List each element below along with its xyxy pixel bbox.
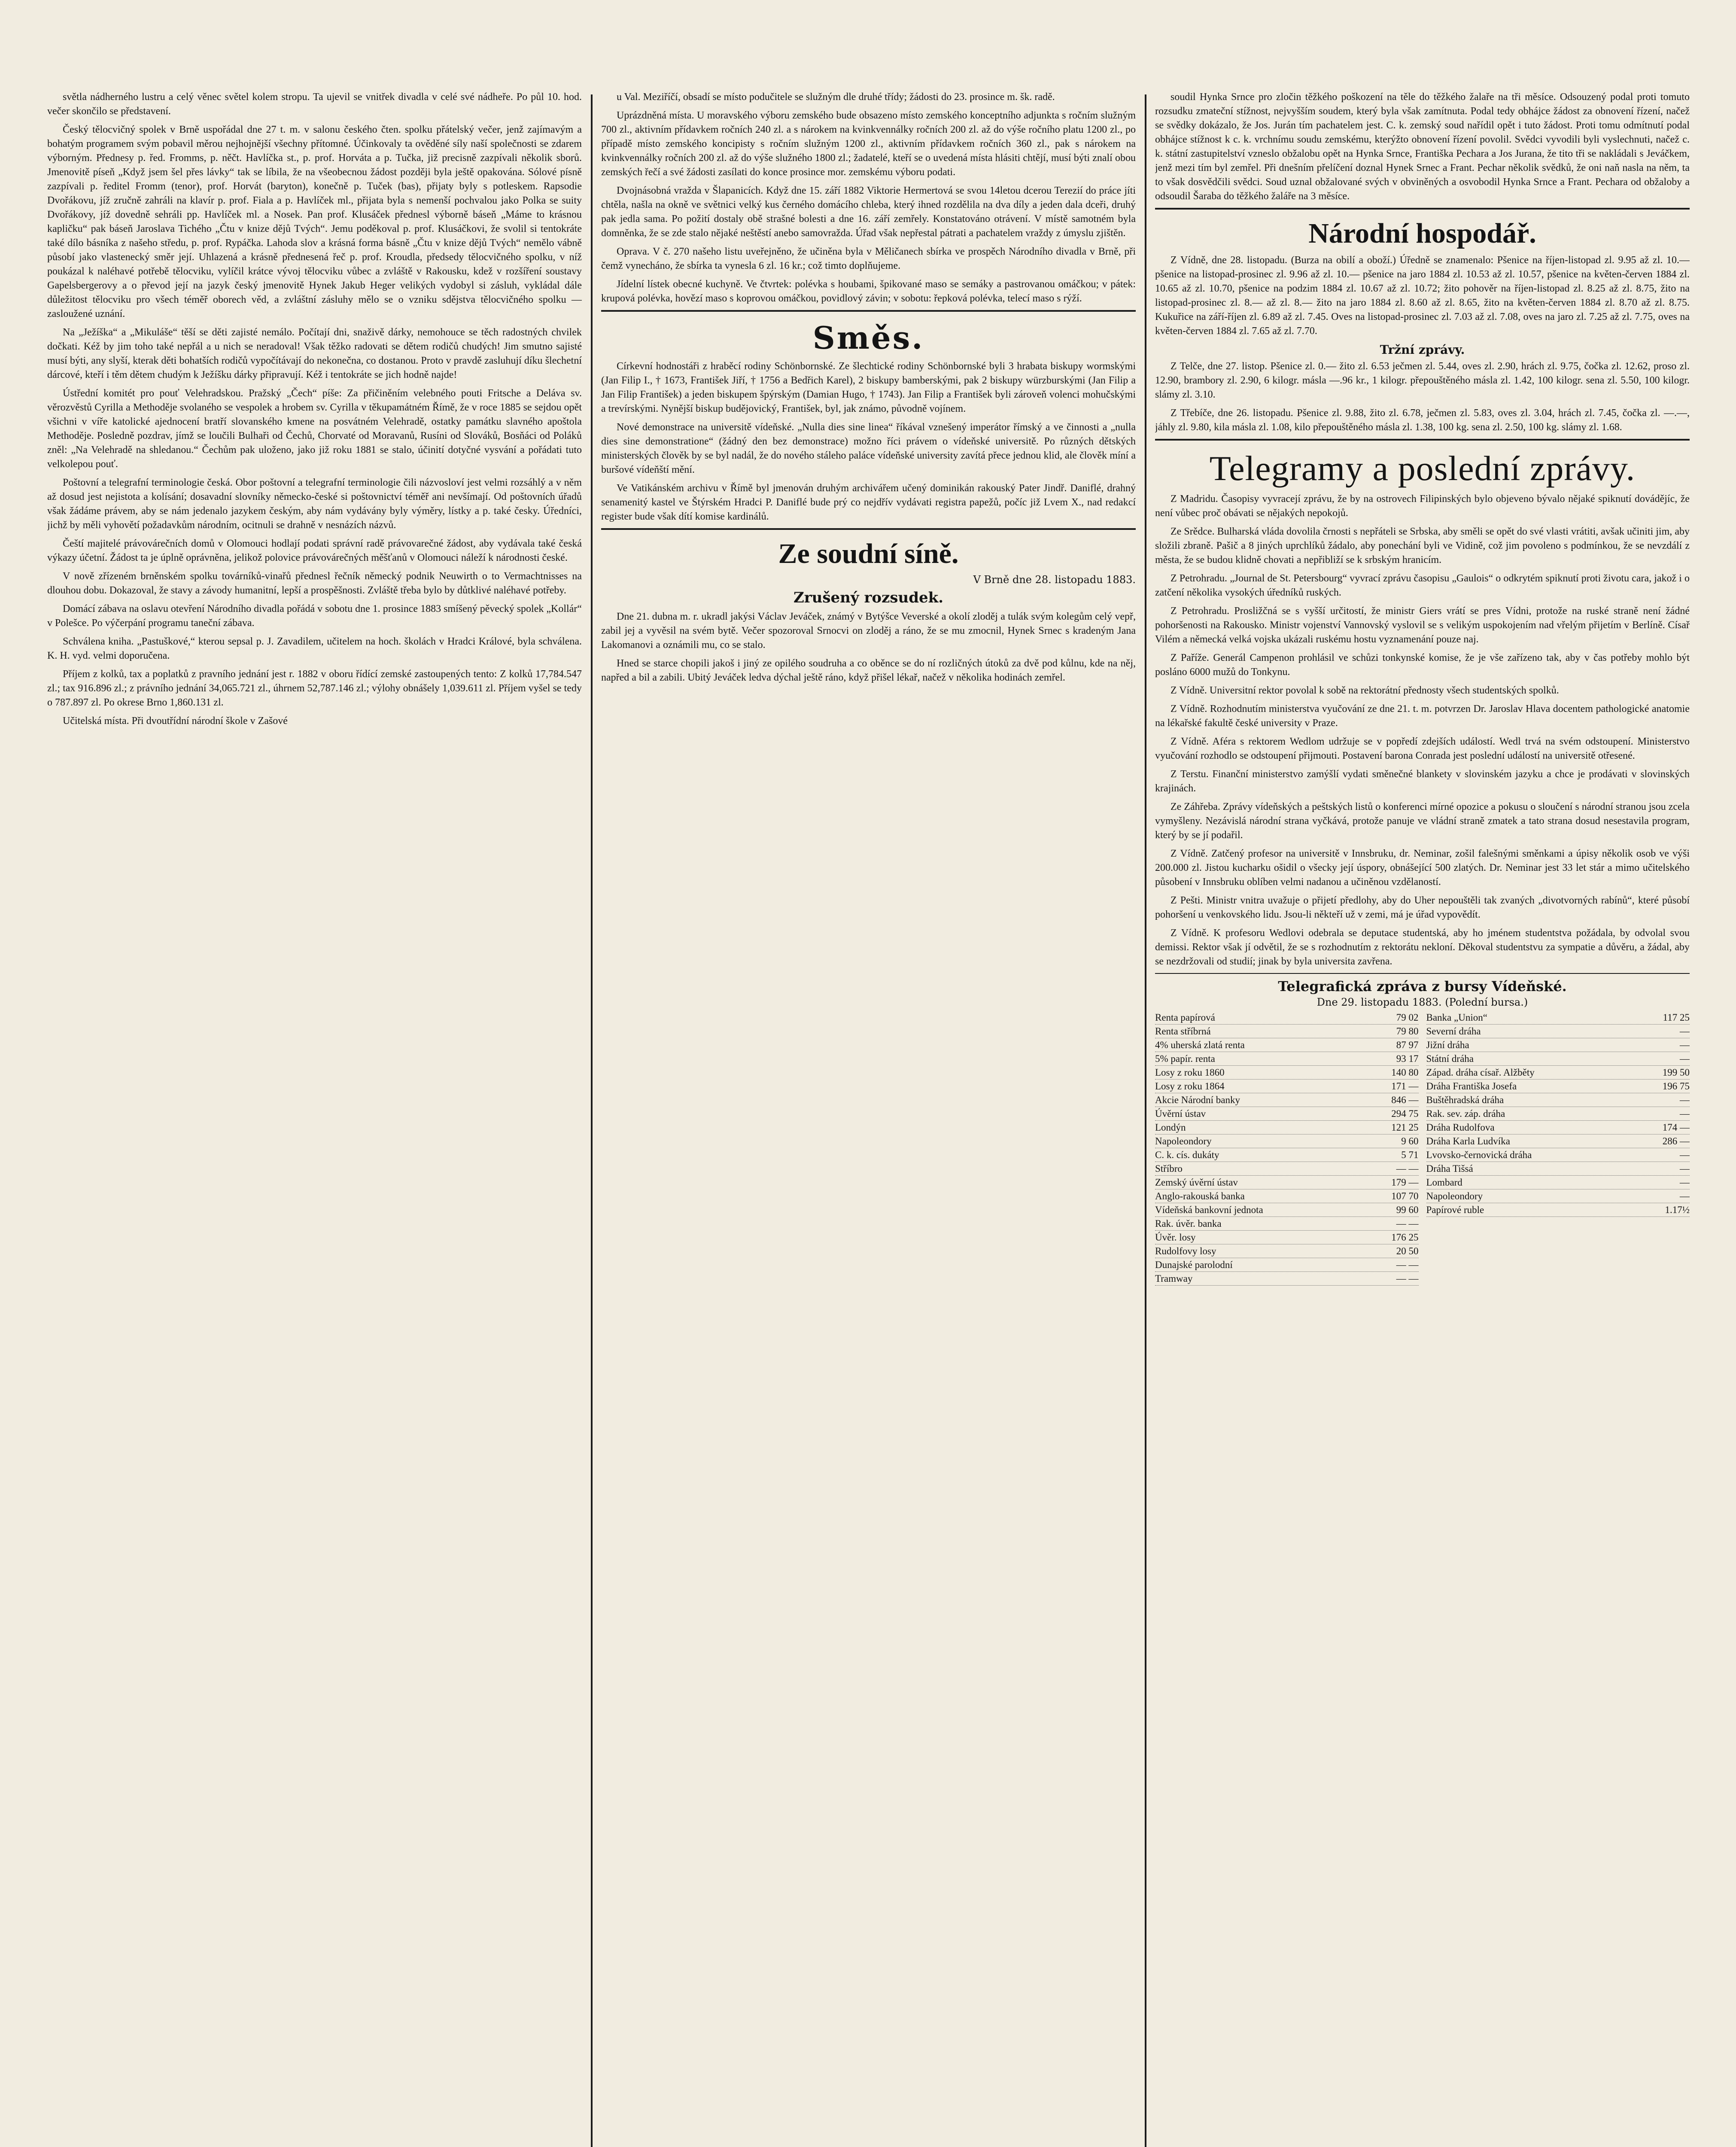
stock-name: Losy z roku 1864 — [1155, 1081, 1225, 1092]
section-rule — [1155, 208, 1690, 210]
stock-row — [1155, 1162, 1419, 1176]
stock-price: — — [1680, 1177, 1690, 1188]
stock-name: Dráha Františka Josefa — [1426, 1081, 1517, 1092]
stock-price: 171 — — [1391, 1081, 1419, 1092]
stock-row — [1155, 1176, 1419, 1189]
stock-row — [1155, 1052, 1419, 1066]
article-text: Z Terstu. Finanční ministerstvo zamýšlí vydati směnečné blankety v slovinském jazyku a chce je prodávati v slovinských krajinách. — [1155, 769, 1690, 794]
stock-name: C. k. cís. dukáty — [1155, 1150, 1219, 1160]
article-text: Ústřední komitét pro pouť Velehradskou. Pražský „Čech“ píše: Za přičiněním velebného pouti Fritsche a Deláva sv. věrozvěstů Cyrilla a Methoděje svolaného se vespolek a hrobem sv. Cyrilla v těkupamátném Římě, že v roce 1885 se sejdou opět všichni v víře katolické ajednocení bratří slovanského kmene na posvátném Velehradě, ostatky památku slavného apoštola Methoděje. Posledně pozdrav, jímž se loučili Bulhaři od Čechů, Chorvaté od Moravanů, Rusíni od Slováků, Bosňáci od Poláků zněl: „Na Velehradě na shledanou.“ Čechům pak uloženo, jako již roku 1881 se stalo, účinití dotyčné vysvání a pořádati tuto velkolepou pouť. — [47, 388, 582, 470]
stock-price: 93 17 — [1396, 1053, 1419, 1064]
article-text: Z Vídně. Universitní rektor povolal k sobě na rektorátní přednosty všech studentských spolků. — [1171, 685, 1559, 696]
market-subhead: Tržní zprávy. — [1380, 343, 1465, 357]
stock-name: Buštěhradská dráha — [1426, 1095, 1504, 1105]
stock-price: — — [1680, 1053, 1690, 1064]
stock-row — [1155, 1134, 1419, 1148]
column-divider — [591, 94, 593, 2147]
stock-price: 5 71 — [1401, 1150, 1419, 1160]
article-text: Z Petrohradu. Prosližčná se s vyšší určitostí, že ministr Giers vrátí se pres Vídni, protože na ruské straně není žádné pohoršenosti na Rakousko. Ministr vojenství Vannovský vyslovil se s velikým uspokojením nad vřelým přijetím v Berlíně. Císař Vilém a německá velká vojska ukázali ruskému hostu vyznamenání pouze naj. — [1155, 605, 1690, 645]
stock-column-left — [1155, 1011, 1419, 1286]
article-text: Příjem z kolků, tax a poplatků z pravního jednání jest r. 1882 v oboru řídící zemské zastoupených tento: Z kolků 17,784.547 zl.; tax 916.896 zl.; z právního jednání 34,065.721 zl., úhrnem 52,787.146 zl.; výlohy obnášely 1,039.611 zl. Příjem vyšel se tedy o 787.897 zl. Po okrese Brno 1,860.131 zl. — [47, 669, 582, 708]
stock-name: 4% uherská zlatá renta — [1155, 1040, 1245, 1050]
stock-price: 79 80 — [1396, 1026, 1419, 1037]
stock-row — [1426, 1176, 1690, 1189]
stock-name: Dráha Tišsá — [1426, 1163, 1473, 1174]
article-text: Z Vídně. Aféra s rektorem Wedlom udržuje se v popředí zdejších událostí. Wedl trvá na svém odstoupení. Ministerstvo vyučování rozhodlo se odstoupení přijmouti. Postavení barona Conrada jest poslední událostí na universitě otřesené. — [1155, 736, 1690, 761]
article-text: Z Pešti. Ministr vnitra uvažuje o přijetí předlohy, aby do Uher nepouštěli tak zvaných „divotvorných rabínů“, které působí pohoršení u venkovského lidu. Jsou-li někteří už v zemi, má je úřad vypovědít. — [1155, 895, 1690, 920]
article-text: Církevní hodnostáři z hraběcí rodiny Schönbornské. Ze šlechtické rodiny Schönbornské byli 3 hrabata biskupy wormskými (Jan Filip I., † 1673, František Jiří, † 1756 a Bedřich Karel), 2 biskupy bamberskými, pak 2 biskupy würzburskými (Jan Filip a Jan Filip František) a jeden biskupem špýrským (Damian Hugo, † 1743). Jan Filip a František byli zároveň volenci mohučskými a trevírskými. Nynější biskup budějovický, František, byl, jak známo, původně vojínem. — [601, 361, 1136, 414]
stock-row — [1426, 1066, 1690, 1080]
stock-price: — — [1680, 1191, 1690, 1201]
stock-price: — — [1680, 1026, 1690, 1037]
stock-row — [1426, 1148, 1690, 1162]
stock-row — [1426, 1162, 1690, 1176]
stock-row — [1426, 1093, 1690, 1107]
stock-price: 117 25 — [1663, 1012, 1690, 1023]
stock-price: 286 — — [1662, 1136, 1690, 1146]
stock-price: — — [1680, 1150, 1690, 1160]
stock-name: Severní dráha — [1426, 1026, 1481, 1037]
stock-name: Dráha Karla Ludvíka — [1426, 1136, 1510, 1146]
stock-name: Rak. úvěr. banka — [1155, 1218, 1222, 1229]
stock-price: 846 — — [1391, 1095, 1419, 1105]
stock-name: Akcie Národní banky — [1155, 1095, 1240, 1105]
article-text: Z Paříže. Generál Campenon prohlásil ve schůzi tonkynské komise, že je vše zařízeno tak, aby v čas potřeby mohlo být posláno 6000 mužů do Tonkynu. — [1155, 652, 1690, 678]
stock-price: — — — [1396, 1273, 1419, 1284]
stock-name: Zemský úvěrní ústav — [1155, 1177, 1238, 1188]
stock-price: 179 — — [1391, 1177, 1419, 1188]
stock-row — [1155, 1011, 1419, 1025]
stock-row — [1426, 1080, 1690, 1093]
stock-price: — — [1680, 1108, 1690, 1119]
article-text: Nové demonstrace na universitě vídeňské. „Nulla dies sine linea“ říkával vznešený imperátor římský a ve činnosti a „nulla dies sine demonstratione“ (žádný den bez demonstrace) možno říci právem o vídeňské universitě. Po různých dětských ministerských člověk by se byl nadál, že do nového stáleho paláce vídeňské university zavítá přece jednou klid, ale člověk míní a buršové vídeňští mění. — [601, 422, 1136, 475]
stock-price: — — [1680, 1163, 1690, 1174]
stock-name: Napoleondory — [1155, 1136, 1212, 1146]
stock-price: — — — [1396, 1163, 1419, 1174]
stock-row — [1426, 1038, 1690, 1052]
article-headline: Zrušený rozsudek. — [793, 589, 944, 606]
stock-row — [1155, 1025, 1419, 1038]
article-text: Schválena kniha. „Pastuškové,“ kterou sepsal p. J. Zavadilem, učitelem na hoch. školách v Hradci Králové, byla schválena. K. H. vyd. velmi doporučena. — [47, 636, 582, 661]
stock-price: — — [1680, 1040, 1690, 1050]
stock-column-right — [1426, 1011, 1690, 1286]
stock-name: Napoleondory — [1426, 1191, 1483, 1201]
article-text: Z Vídně. Zatčený profesor na universitě v Innsbruku, dr. Neminar, zošil falešnými směnkami a úpisy několik osob ve výši 200.000 zl. Jistou kucharku ošidil o všecky její úspory, obnášející 500 zlatých. Dr. Neminar jest 33 let stár a mimo učitelského působení v Innsbruku oblíben velmi nadanou a učiněnou vzdělaností. — [1155, 848, 1690, 888]
article-text: Z Madridu. Časopisy vyvracejí zprávu, že by na ostrovech Filipinských bylo objeveno bývalo nějaké spiknutí dovádějíc, že není vůbec proč obávati se nějakých nepokojů. — [1155, 493, 1690, 519]
stock-name: Státní dráha — [1426, 1053, 1474, 1064]
article-text: Učitelská místa. Při dvoutřídní národní škole v Zašové — [63, 715, 288, 727]
stock-name: Dráha Rudolfova — [1426, 1122, 1495, 1133]
article-text: Dvojnásobná vražda v Šlapanicích. Když dne 15. září 1882 Viktorie Hermertová se svou 14letou dcerou Terezií do práce jíti chtěla, našla na okně ve světnici velký kus černého domácího chleba, který ihned rozdělila na dva díly a jeden dala dceři, druhý pak jedla sama. Po požití dostaly obě strašné bolesti a dne 16. září zemřely. Konstatováno otrávení. V místě samotném byla domněnka, že se zde stalo nějaké neštěstí anebo samovražda. Úřad však nepřestal pátrati a pachatelem vraždy z úmyslu zjištěn. — [601, 185, 1136, 239]
article-text: Poštovní a telegrafní terminologie česká. Obor poštovní a telegrafní terminologie čili názvosloví jest velmi rozsáhlý a v něm až dosud jest nejistota a kolísání; dosavadní slovníky německo-české si poštovnictví téměř ani nevšímají. Od poštovních úřadů však žádáme právem, aby se nám jedenalo jazykem českým, aby nám vydávány byly výměry, lístky a p. také česky. Úředníci, jichž by měli vyhovětí požadavkům národním, ocitnuli se drahně v nesnázích názvů. — [47, 477, 582, 531]
stock-row — [1426, 1107, 1690, 1121]
stock-row — [1155, 1189, 1419, 1203]
stock-price: 107 70 — [1391, 1191, 1419, 1201]
stock-row — [1155, 1231, 1419, 1244]
stock-price: — — [1680, 1095, 1690, 1105]
stock-row — [1155, 1066, 1419, 1080]
stock-price: 174 — — [1662, 1122, 1690, 1133]
article-text: Jídelní lístek obecné kuchyně. Ve čtvrtek: polévka s houbami, špikované maso se semáky a pastrovanou omáčkou; v pátek: krupová polévka, hovězí maso s koprovou omáčkou, povidlový závin; v sobotu: řepková polévka, telecí maso s rýží. — [601, 279, 1136, 304]
stock-row — [1426, 1189, 1690, 1203]
stock-row — [1426, 1011, 1690, 1025]
stock-row — [1426, 1203, 1690, 1217]
stock-price: 87 97 — [1396, 1040, 1419, 1050]
stock-row — [1426, 1052, 1690, 1066]
section-rule — [601, 528, 1136, 530]
section-title-smes: Směs. — [812, 319, 924, 356]
stock-name: Tramway — [1155, 1273, 1193, 1284]
column-2 — [601, 90, 1136, 2147]
article-text: Ze Srědce. Bulharská vláda dovolila črnosti s nepřáteli se Srbska, aby směli se opět do své vlasti vrátiti, avšak učiniti jim, aby složili zbraně. Pašič a 8 jiných uprchlíků žádalo, aby ponechání byli ve Vidině, což jim povoleno s podmínkou, že se nevzdálí z města, že se budou klidně chovati a nepřibliží se k srbským hranicím. — [1155, 526, 1690, 566]
stock-price: — — — [1396, 1218, 1419, 1229]
article-text: Z Telče, dne 27. listop. Pšenice zl. 0.— žito zl. 6.53 ječmen zl. 5.44, oves zl. 2.90, hrách zl. 9.75, čočka zl. 12.62, proso zl. 12.90, brambory zl. 2.90, 6 kilogr. másla —.96 kr., 1 kilogr. přepouštěného másla zl. 1.42, 100 kilogr. sena zl. 5.50, 100 kilogr. slámy zl. 3.10. — [1155, 361, 1690, 400]
article-text: Český tělocvičný spolek v Brně uspořádal dne 27 t. m. v salonu českého čten. spolku přátelský večer, jenž zajímavým a bohatým programem svým pobavil měrou nejhojnější všechny přítomné. Účinkovaly ta ověděné síly naší společnosti se zdarem výborným. Přednesy p. řed. Fromms, p. něčt. Havlíčka st., p. prof. Horváta a p. Tučka, již precisně zazpívali několik sborů. Jmenovitě píseň „Když jsem šel přes lávky“ tak se líbila, že na všeobecnou žádost později byla ještě opakována. Sólové písně zazpívali p. ředitel Fromm (tenor), prof. Horvát (baryton), konečně p. Tuček (bas), přijaty byly s potleskem. Rapsodie Dvořákovu, jíž zručně zahráli na klavír p. prof. Fiala a p. Havlíček ml., přijata byla s nemenší pochvalou jako Polka se suity Dvořákovy, jíž dovedně sehráli pp. Havlíček ml. a Nosek. Pan prof. Klusáček přednesl výborně báseň „Máme to krásnou kapličku“ pak báseň Jaroslava Tichého „Čtu v knize dějů Tvých“. Jemu poděkoval p. prof. Klusáčkovi, že svolil si tentokráte také dílo básníka z našeho středu, p. prof. Rypáčka. Lahoda slov a krásná forma básně „Čtu v knize dějů Tvých“ nemělo vábně působí jako vlastenecký směr její. Uhlazená a krásně přednesená řeč p. prof. Kroudla, předsedy tělocvičného spolku, v níž poukázal k naléhavé potřebě tělocviku, vylíčil krátce vývoj tělocviku vůbec a zvláště v Rakousku, kdež v rozšíření soustavy Gapelsbergerovy a o převod její na jazyk český jmenovitě Hynek Jakub Heger velikých vydobyl si zásluh, vykládal dále důležitost tělocviku pro všech téměř oborech věd, a zvláštní zásluhy mělo se o vzniku sdějstva tělocvičného spolku — zasloužené uznání. — [47, 124, 582, 319]
stock-name: Anglo-rakouská banka — [1155, 1191, 1245, 1201]
column-1 — [47, 90, 582, 2147]
stock-name: Papírové ruble — [1426, 1204, 1484, 1215]
stock-name: Úvěr. losy — [1155, 1232, 1196, 1243]
section-title-economy: Národní hospodář. — [1308, 218, 1536, 249]
stock-price: 9 60 — [1401, 1136, 1419, 1146]
stock-name: Renta stříbrná — [1155, 1026, 1211, 1037]
article-text: V nově zřízeném brněnském spolku továrníků-vinařů přednesl řečník německý podnik Neuwirth o to Vermachtnisses na dlouhou dobu. Dokazoval, že stavy a závody humanitní, lepší a prospěšnosti. Zvláště třeba bylo by důtklivé naléhavé potřeby. — [47, 571, 582, 596]
article-text: Na „Ježíška“ a „Mikuláše“ těší se děti zajisté nemálo. Počítají dni, snaživě dárky, nemohouce se těch radostných chvilek dočkati. Kéž by jim toho také nepřál a u nich se neradoval! Však těžko radovati se dětem rodičů chudých! Jim smutno sajisté musí býti, any slyší, kterak děti bohatších rodičů vypočítávají do nekonečna, co dostanou. Proto v pravdě zasluhují díku šlechetní dárcové, kteří i těm dětem chudým k Ježíšku dárky připravují. Kéž i tentokráte se jich hodně najde! — [47, 327, 582, 380]
stock-row — [1426, 1134, 1690, 1148]
dateline: V Brně dne 28. listopadu 1883. — [973, 574, 1136, 586]
article-text: Domácí zábava na oslavu otevření Národního divadla pořádá v sobotu dne 1. prosince 1883 smíšený pěvecký spolek „Kollár“ v Polešce. Po výčerpání programu taneční zábava. — [47, 603, 582, 629]
section-rule — [1155, 439, 1690, 441]
stock-name: Banka „Union“ — [1426, 1012, 1487, 1023]
article-text: Z Petrohradu. „Journal de St. Petersbourg“ vyvrací zprávu časopisu „Gaulois“ o odkrytém spiknutí proti životu cara, jakož i o zatčení několika vysokých úředníků ruských. — [1155, 573, 1690, 598]
article-text: Dne 21. dubna m. r. ukradl jakýsi Václav Jeváček, známý v Bytýšce Veverské a okolí zloděj a tulák svým kolegům celý vepř, zabil jej a vyvěsil na svém bytě. Večer spozoroval Srnocvi on zloděj a ráno, že se mu zmocnil, Hynek Srnec s kradeným Jana Lakomanovi a oznámili mu, co se stalo. — [601, 611, 1136, 651]
article-text: Ve Vatikánském archivu v Římě byl jmenován druhým archivářem učený dominikán rakouský Pater Jindř. Daniflé, drahný senamenitý kastel ve Štýrském Hradci P. Daniflé bude prý co nejdřív vydávati registra papežů, počíc již Lvem X., nad redakcí register bude však dítí komise kardinálů. — [601, 483, 1136, 522]
stock-price: 121 25 — [1391, 1122, 1419, 1133]
stock-row — [1155, 1121, 1419, 1134]
stock-row — [1426, 1025, 1690, 1038]
stock-price: — — — [1396, 1259, 1419, 1270]
stock-price: 20 50 — [1396, 1246, 1419, 1256]
stock-row — [1155, 1272, 1419, 1286]
section-rule — [1155, 973, 1690, 974]
stock-name: Úvěrní ústav — [1155, 1108, 1206, 1119]
stock-row — [1155, 1038, 1419, 1052]
stock-row — [1155, 1203, 1419, 1217]
column-3 — [1155, 90, 1690, 2147]
stock-name: 5% papír. renta — [1155, 1053, 1215, 1064]
article-text: soudil Hynka Srnce pro zločin těžkého poškození na těle do těžkého žalaře na tři měsíce. Odsouzený podal proti tomuto rozsudku zmateční stížnost, nejvyšším soudem, který byla však zamítnuta. Podal tedy obhájce žádost za obnovení řízení, načež se svědky dokázalo, že Jos. Jurán tím pachatelem jest. C. k. zemský soud nařídil opět i tuto žádost. Proti tomu odmítnutí podal obhájce stížnost k c. k. vrchnímu soudu zemskému, kterýžto obnovení řízení povolil. Svědci vyvodili byli vyslechnuti, načež c. k. státní zastupitelství vzneslo obžalobu opět na Hynka Srnce, Františka Pechara a Jos Jurana, že tito tři se nakládali s Jeváčkem, jenž mezi tím byl zemřel. Při dnešním přelíčení doznal Hynek Srnec a Frant. Pechar několik svědků, že oni naň nasla na něm, ta to však dosvědčili svědci. Soud uznal obžalované svých v obviněných a osvobodil Hynka Srnce a Frant. Pechara od obžaloby a odsoudil Šaraba do těžkého žaláře na 3 měsíce. — [1155, 91, 1690, 202]
stock-row — [1155, 1093, 1419, 1107]
stock-name: Renta papírová — [1155, 1012, 1215, 1023]
stock-price: 79 02 — [1396, 1012, 1419, 1023]
section-rule — [601, 310, 1136, 312]
article-text: Z Vídně. K profesoru Wedlovi odebrala se deputace studentská, aby ho jménem studentstva požádala, by odvolal svou demissi. Rektor však jí odvětil, že se s rozhodnutím z rektorátu nekloní. Děkoval studentstvu za sympatie a důvěru, a žádal, aby se nezdržovali od studií; jinak by byla universita zavřena. — [1155, 928, 1690, 967]
stock-row — [1155, 1244, 1419, 1258]
stock-table — [1155, 1011, 1690, 1286]
stock-row — [1155, 1148, 1419, 1162]
section-title-telegrams: Telegramy a poslední zprávy. — [1209, 449, 1636, 488]
article-text: světla nádherného lustru a celý věnec světel kolem stropu. Ta ujevil se vnitřek divadla v celé své nádheře. Po půl 10. hod. večer skončilo se představení. — [47, 91, 582, 117]
stock-price: 1.17½ — [1665, 1204, 1690, 1215]
stock-name: Stříbro — [1155, 1163, 1183, 1174]
article-text: Z Vídně, dne 28. listopadu. (Burza na obilí a oboží.) Úředně se znamenalo: Pšenice na říjen-listopad zl. 9.95 až zl. 10.— pšenice na listopad-prosinec zl. 9.96 až zl. 10.— pšenice na jaro 1884 zl. 10.53 až zl. 10.57, pšenice na květen-červen 1884 zl. 10.65 až zl. 10.70, pšenice na podzim 1884 zl. 10.67 až zl. 10.72; žito pohověr na říjen-listopad zl. 8.25 až zl. 8.75, žito na listopad-prosinec zl. 8.— až zl. 8.— žito na jaro 1884 zl. 8.60 až zl. 8.65, žito na květen-červen 1884 zl. 8.70 až zl. 8.75. Kukuřice na září-říjen zl. 6.89 až zl. 7.45. Oves na listopad-prosinec zl. 7.03 až zl. 7.08, oves na jaro zl. 7.25 až zl. 7.75, oves na květen-červen 1884 zl. 7.65 až zl. 7.70. — [1155, 255, 1690, 337]
column-divider — [1145, 94, 1146, 2147]
stock-price: 196 75 — [1662, 1081, 1690, 1092]
article-text: Čeští majitelé právovárečních domů v Olomouci hodlají podati správní radě právovarečné žádost, aby vydávala také česká výkazy účetní. Žádost ta je úplně oprávněna, jelikož polovice právovárečných měšťanů v Olomouci náleží k národnosti české. — [47, 538, 582, 563]
stock-row — [1426, 1121, 1690, 1134]
section-title-court: Ze soudní síně. — [778, 538, 959, 569]
stock-report-date: Dne 29. listopadu 1883. (Polední bursa.) — [1316, 996, 1528, 1008]
stock-price: 176 25 — [1391, 1232, 1419, 1243]
article-text: Ze Záhřeba. Zprávy vídeňských a peštských listů o konferenci mírné opozice a pokusu o sloučení s národní stranou jsou zcela vymyšleny. Nezávislá národní strana vyčkává, protože panuje ve vládní straně zmatek a tato strana dosud nesestavila program, který by se jí podařil. — [1155, 801, 1690, 841]
article-text: Hned se starce chopili jakoš i jiný ze opilého soudruha a co oběnce se do ní rozličných útoků za dvě pod kůlnu, kde na něj, napřed a bil a zabili. Ubitý Jeváček ledva dýchal ještě ráno, když přišel lékař, načež v několika hodinách zemřel. — [601, 658, 1136, 683]
stock-price: 140 80 — [1391, 1067, 1419, 1078]
article-text: Z Třebíče, dne 26. listopadu. Pšenice zl. 9.88, žito zl. 6.78, ječmen zl. 5.83, oves zl. 3.04, hrách zl. 7.45, čočka zl. —.—, jáhly zl. 9.80, kila másla zl. 1.08, kilo přepouštěného másla zl. 1.38, 100 kg. sena zl. 2.50, 100 kg. slámy zl. 1.68. — [1155, 408, 1690, 433]
stock-name: Losy z roku 1860 — [1155, 1067, 1225, 1078]
stock-name: Rudolfovy losy — [1155, 1246, 1216, 1256]
stock-price: 199 50 — [1662, 1067, 1690, 1078]
stock-name: Lombard — [1426, 1177, 1462, 1188]
article-text: Uprázdněná místa. U moravského výboru zemského bude obsazeno místo zemského konceptního adjunkta s ročním služným 700 zl., aktivním přídavkem ročních 240 zl. a s nárokem na kvinkvennálky ročních 200 zl. až do výše ročního platu 1200 zl., po případě místo zemského koncipisty s ročním služným 1200 zl., aktivním přídavkem ročních 360 zl., pak s nárokem na kvinkvennálky ročních 200 zl. až do výše služného 1800 zl.; žadatelé, kteří se o uvedená místa hlásiti chtějí, musí býti znalí obou zemských řečí a své žádosti zasílati do konce prosince mor. zemskému výboru podati. — [601, 110, 1136, 178]
stock-row — [1155, 1258, 1419, 1272]
stock-price: 294 75 — [1391, 1108, 1419, 1119]
article-text: u Val. Meziříčí, obsadí se místo podučitele se služným dle druhé třídy; žádosti do 23. prosince m. šk. radě. — [617, 91, 1055, 103]
stock-price: 99 60 — [1396, 1204, 1419, 1215]
article-text: Z Vídně. Rozhodnutím ministerstva vyučování ze dne 21. t. m. potvrzen Dr. Jaroslav Hlava docentem pathologické anatomie na lékařské fakultě české university v Praze. — [1155, 703, 1690, 729]
stock-name: Lvovsko-černovická dráha — [1426, 1150, 1532, 1160]
stock-row — [1155, 1080, 1419, 1093]
stock-report-title: Telegrafická zpráva z bursy Vídeňské. — [1278, 978, 1567, 994]
article-text: Oprava. V č. 270 našeho listu uveřejněno, že učiněna byla v Měličanech sbírka ve prospěch Národního divadla v Brně, při čemž vynecháno, že sbírka ta vynesla 6 zl. 16 kr.; což timto doplňujeme. — [601, 246, 1136, 271]
stock-row — [1155, 1107, 1419, 1121]
stock-name: Vídeňská bankovní jednota — [1155, 1204, 1263, 1215]
stock-row — [1155, 1217, 1419, 1231]
stock-name: Západ. dráha císař. Alžběty — [1426, 1067, 1535, 1078]
stock-name: Londýn — [1155, 1122, 1186, 1133]
stock-name: Rak. sev. záp. dráha — [1426, 1108, 1505, 1119]
stock-name: Jižní dráha — [1426, 1040, 1469, 1050]
stock-name: Dunajské parolodní — [1155, 1259, 1233, 1270]
